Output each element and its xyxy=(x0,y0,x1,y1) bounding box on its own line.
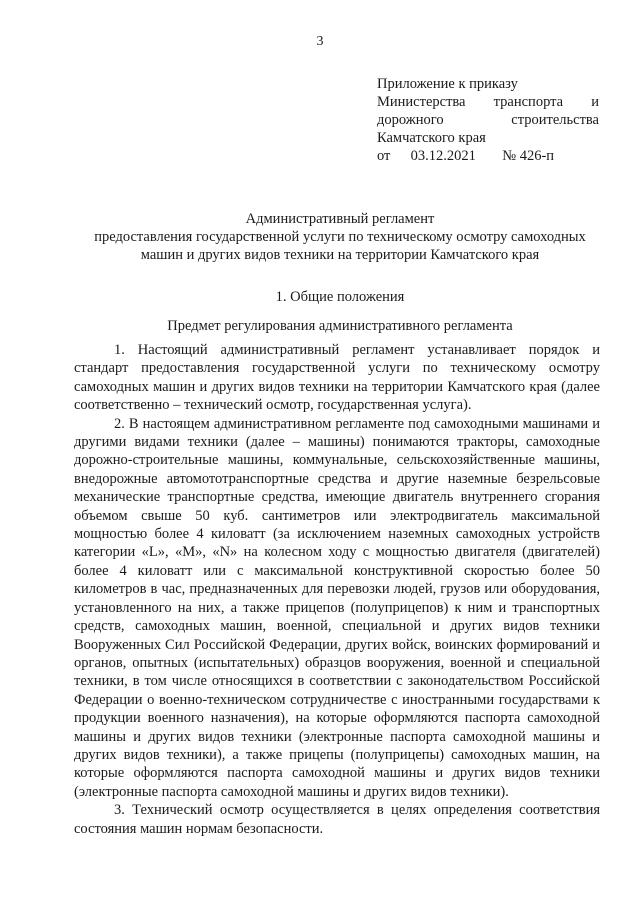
appendix-number: № 426-п xyxy=(502,148,555,164)
appendix-line-3: дорожного строительства xyxy=(377,112,599,128)
title-line-3: машин и других видов техники на территории Камчатского края xyxy=(140,247,540,263)
title-line-2: предоставления государственной услуги по техническому осмотру самоходных xyxy=(94,229,586,245)
paragraph-1: 1. Настоящий административный регламент устанавливает порядок и стандарт предоставления государственной услуги по техническому осмотру самоходных машин и других видов техники на территории Камчатского края (далее соответственно – технический осмотр, государственная услуга). xyxy=(74,342,600,414)
page-number: 3 xyxy=(316,34,324,49)
body-text xyxy=(74,341,600,838)
appendix-line-4: Камчатского края xyxy=(377,130,486,146)
section-heading: 1. Общие положения xyxy=(275,289,405,305)
paragraph-2: 2. В настоящем административном регламенте под самоходными машинами и другими видами техники (далее – машины) понимаются тракторы, самоходные дорожно-строительные машины, коммунальные, сельскохозяйственные машины, внедорожные автомототранспортные средства и другие наземные безрельсовые механические транспортные средства, имеющие двигатель внутреннего сгорания объемом свыше 50 куб. сантиметров или электродвигатель максимальной мощностью более 4 киловатт (за исключением наземных самоходных устройств категории «L», «M», «N» на колесном ходу с мощностью двигателя (двигателей) более 4 киловатт или с максимальной конструктивной скоростью более 50 километров в час, предназначенных для перевозки людей, грузов или оборудования, установленного на них, а также прицепов (полуприцепов) к ним и транспортных средств, самоходных машин, военной, специальной и других видов техники Вооруженных Сил Российской Федерации, других войск, воинских формирований и органов, опытных (испытательных) образцов вооружения, военной и специальной техники, в том числе относящихся в соответствии с законодательством Российской Федерации о военно-техническом сотрудничестве с иностранными государствами к продукции военного назначения), на которые оформляются паспорта самоходной машины и других видов техники (электронные паспорта самоходной машины и других видов техники), а также прицепы (полуприцепы) самоходных машин, на которые оформляются паспорта самоходной машины и других видов техники (электронные паспорта самоходной машины и других видов техники). xyxy=(74,415,600,800)
subsection-heading: Предмет регулирования административного регламента xyxy=(167,318,513,334)
document-title xyxy=(60,210,620,264)
appendix-block xyxy=(377,75,599,165)
paragraph-3: 3. Технический осмотр осуществляется в целях определения соответствия состояния машин нормам безопасности. xyxy=(74,802,600,837)
appendix-date: 03.12.2021 xyxy=(410,148,476,164)
appendix-line-2: Министерства транспорта и xyxy=(377,94,599,110)
appendix-date-line xyxy=(377,147,599,165)
appendix-date-prefix: от xyxy=(377,148,391,164)
title-line-1: Административный регламент xyxy=(245,211,435,227)
appendix-line-1: Приложение к приказу xyxy=(377,76,518,92)
